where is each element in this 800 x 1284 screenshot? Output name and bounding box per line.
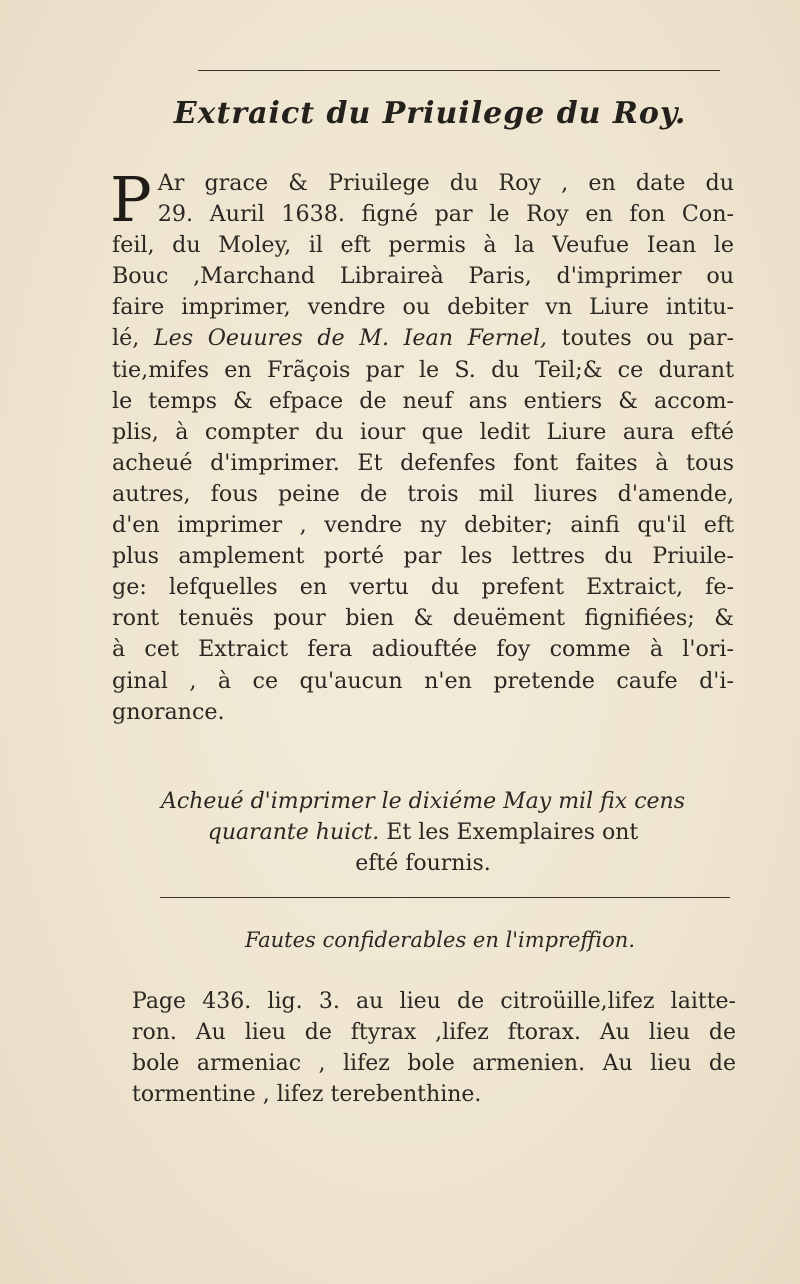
privilege-line: acheué d'imprimer. Et defenfes font faites à tous (112, 449, 734, 476)
errata-line: Page 436. lig. 3. au lieu de citroüille,lifez laitte- (132, 989, 736, 1014)
privilege-text (110, 163, 735, 728)
privilege-line: plus amplement porté par les lettres du Priuile- (112, 543, 734, 570)
privilege-line: le temps & efpace de neuf ans entiers & accom- (112, 387, 734, 414)
privilege-line: tie,mifes en Frãçois par le S. du Teil;& ce durant (112, 356, 734, 383)
privilege-line: ginal , à ce qu'aucun n'en pretende caufe d'i- (112, 667, 734, 694)
errata-heading: Fautes confiderables en l'impreffion. (244, 928, 635, 952)
section-rule (160, 897, 730, 898)
page-title: Extraict du Priuilege du Roy. (173, 96, 687, 131)
colophon-date-end: quarante huict. (207, 820, 380, 845)
privilege-line: faire imprimer, vendre ou debiter vn Liure intitu- (112, 294, 734, 321)
errata-line: tormentine , lifez terebenthine. (132, 1082, 482, 1107)
privilege-line: Bouc ,Marchand Libraireà Paris, d'imprimer ou (112, 263, 734, 290)
errata-line: ron. Au lieu de ftyrax ,lifez ftorax. Au lieu de (132, 1020, 736, 1045)
privilege-line: ge: lefquelles en vertu du prefent Extraict, fe- (112, 574, 734, 601)
privilege-line: 29. Auril 1638. figné par le Roy en fon Con- (157, 201, 734, 228)
drop-cap: P (110, 163, 152, 236)
privilege-line-book-title (112, 323, 734, 354)
colophon-line: efté fournis. (355, 851, 491, 876)
colophon-text: Et les Exemplaires ont (379, 820, 639, 845)
colophon (112, 786, 734, 879)
privilege-line: feil, du Moley, il eft permis à la Veufue Iean le (112, 232, 734, 259)
privilege-line: gnorance. (112, 698, 225, 725)
book-title: Les Oeuures de M. Iean Fernel, (153, 325, 548, 352)
colophon-line (112, 817, 734, 848)
top-rule (198, 70, 720, 71)
privilege-line: à cet Extraict fera adiouftée foy comme à l'ori- (112, 636, 734, 663)
line-prefix: lé, (112, 325, 154, 352)
privilege-line: d'en imprimer , vendre ny debiter; ainfi qu'il eft (112, 512, 734, 539)
errata-text (132, 986, 736, 1110)
line-suffix: toutes ou par- (547, 325, 735, 352)
privilege-line: autres, fous peine de trois mil liures d'amende, (112, 480, 734, 507)
privilege-line: Ar grace & Priuilege du Roy , en date du (157, 170, 734, 196)
colophon-line: Acheué d'imprimer le dixiéme May mil fix cens (160, 789, 685, 814)
privilege-line: ront tenuës pour bien & deuëment fignifiées; & (112, 605, 734, 632)
privilege-line: plis, à compter du iour que ledit Liure aura efté (112, 418, 734, 445)
errata-line: bole armeniac , lifez bole armenien. Au lieu de (132, 1051, 736, 1076)
